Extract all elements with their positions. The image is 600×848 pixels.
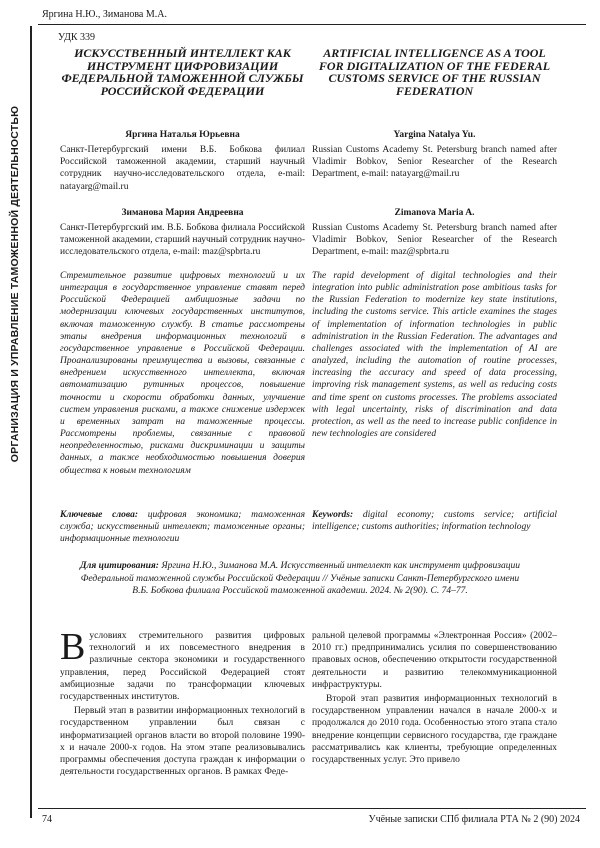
author-1-name-ru: Яргина Наталья Юрьевна xyxy=(125,130,240,140)
title-english: ARTIFICIAL INTELLIGENCE AS A TOOL FOR DIGITALIZATION OF THE FEDERAL CUSTOMS SERVICE OF THE RUSSIAN FEDERATION xyxy=(318,46,551,98)
author-2-name-en: Zimanova Maria A. xyxy=(394,208,475,218)
header-rule xyxy=(38,24,586,25)
title-russian: ИСКУССТВЕННЫЙ ИНТЕЛЛЕКТ КАК ИНСТРУМЕНТ ЦИФРОВИЗАЦИИ ФЕДЕРАЛЬНОЙ ТАМОЖЕННОЙ СЛУЖБЫ РОССИЙСКОЙ ФЕДЕРАЦИИ xyxy=(61,46,304,98)
author-1-name-en: Yargina Natalya Yu. xyxy=(393,130,476,140)
author-2-affiliation-en: Russian Customs Academy St. Petersburg branch named after Vladimir Bobkov, Senior Researcher of the Research Department, e-mail: maz@spbrta.ru xyxy=(312,223,557,258)
drop-cap: В xyxy=(60,626,86,668)
body-paragraph: Второй этап развития информационных технологий в государственном управлении начался в начале 2000-х и продолжался до 2010 года. Особенностью этого этапа стало внедрение концепции сервисного государства, где граждане рассматривались как клиенты, требующие определенных государственных услуг. Это привело xyxy=(312,694,557,766)
footer-journal-title: Учёные записки СПб филиала РТА № 2 (90) 2024 xyxy=(368,814,580,825)
page-number: 74 xyxy=(42,814,52,825)
citation-text: Яргина Н.Ю., Зиманова М.А. Искусственный интеллект как инструмент цифровизации Федеральной таможенной службы Российской Федерации // Учёные записки Санкт-Петербургского имени В.Б. Бобкова филиала Российской таможенной академии. 2024. № 2(90). С. 74–77. xyxy=(80,561,520,596)
running-header-authors: Яргина Н.Ю., Зиманова М.А. xyxy=(42,9,167,20)
citation-block xyxy=(80,560,520,598)
abstract-russian: Стремительное развитие цифровых технологий и их интеграция в государственное управление ставят перед Российской Федерацией амбициозные задачи по модернизации ключевых государственных институтов, включая таможенную службу. В статье рассмотрены этапы внедрения информационных технологий в государственное управление в Российской Федерации. Проанализированы преимущества и вызовы, связанные с внедрением искусственного интеллекта, включая автоматизацию рутинных процессов, повышение точности и скорости обработки данных, улучшение систем управления рисками, а также снижение издержек и временных затрат на таможенные процессы. Рассмотрены проблемы, связанные с правовой неопределенностью, рисками дискриминации и защиты данных, а также необходимостью повышения доверия общества к новым технологиям xyxy=(60,271,305,476)
abstract-english: The rapid development of digital technologies and their integration into public administration pose ambitious tasks for the Russian Federation to modernize key state institutions, including the customs service. This article examines the stages of implementation of information technologies in public administration in the Russian Federation. The advantages and challenges associated with the implementation of AI are analyzed, including the automation of routine processes, increasing the accuracy and speed of data processing, improving risk management systems, as well as reducing costs and time spent on customs processes. The problems associated with legal uncertainty, risks of discrimination and data protection, as well as the need to increase public confidence in new technologies are considered xyxy=(312,271,557,440)
keywords-russian xyxy=(60,509,305,545)
keywords-text-en: digital economy; customs service; artificial intelligence; customs authorities; information technology xyxy=(312,510,558,533)
keywords-english xyxy=(312,509,557,533)
body-paragraph: ральной целевой программы «Электронная Россия» (2002–2010 гг.) предпринимались усилия по совершенствованию правовых основ, обеспечению открытости государственной деятельности и развитию телекоммуникационной инфраструктуры. xyxy=(312,631,557,690)
keywords-label-ru: Ключевые слова: xyxy=(60,510,139,520)
body-paragraph: Первый этап в развитии информационных технологий в государственном управлении был связан с информатизацией органов власти во второй половине 1990-х и начале 2000-х годов. На этом этапе реализовывались программы обеспечения доступа граждан к информации о деятельности государственных органов. В рамках Феде- xyxy=(60,706,305,778)
footer-rule xyxy=(38,808,586,809)
keywords-label-en: Keywords: xyxy=(312,510,354,520)
author-1-affiliation-ru: Санкт-Петербургский имени В.Б. Бобкова филиал Российской таможенной академии, старший научный сотрудник научно-исследовательского отдела, e-mail: natayarg@mail.ru xyxy=(60,145,305,192)
body-column-right xyxy=(312,630,557,768)
author-2-affiliation-ru: Санкт-Петербургский им. В.Б. Бобкова филиала Российской таможенной академии, старший научный сотрудник научно-исследовательского отдела, e-mail: maz@spbrta.ru xyxy=(60,223,305,258)
citation-lead: Для цитирования: xyxy=(80,561,159,571)
keywords-text-ru: цифровая экономика; таможенная служба; искусственный интеллект; таможенные органы; информационные технологии xyxy=(60,510,305,545)
author-1-affiliation-en: Russian Customs Academy St. Petersburg branch named after Vladimir Bobkov, Senior Researcher of the Research Department, e-mail: natayarg@mail.ru xyxy=(312,145,557,180)
section-side-label xyxy=(4,34,26,534)
side-rule xyxy=(30,26,32,818)
body-column-left xyxy=(60,626,305,780)
udc-code: УДК 339 xyxy=(58,32,96,43)
author-2-name-ru: Зиманова Мария Андреевна xyxy=(121,208,244,218)
section-label-text: ОРГАНИЗАЦИЯ И УПРАВЛЕНИЕ ТАМОЖЕННОЙ ДЕЯТЕЛЬНОСТЬЮ xyxy=(9,105,21,463)
body-text: условиях стремительного развития цифровых технологий и их повсеместного внедрения в различные сектора экономики и государственного управления, перед Российской Федерацией стоят амбициозные задачи по трансформации ключевых государственных институтов. xyxy=(60,631,305,703)
body-paragraph xyxy=(60,626,305,703)
